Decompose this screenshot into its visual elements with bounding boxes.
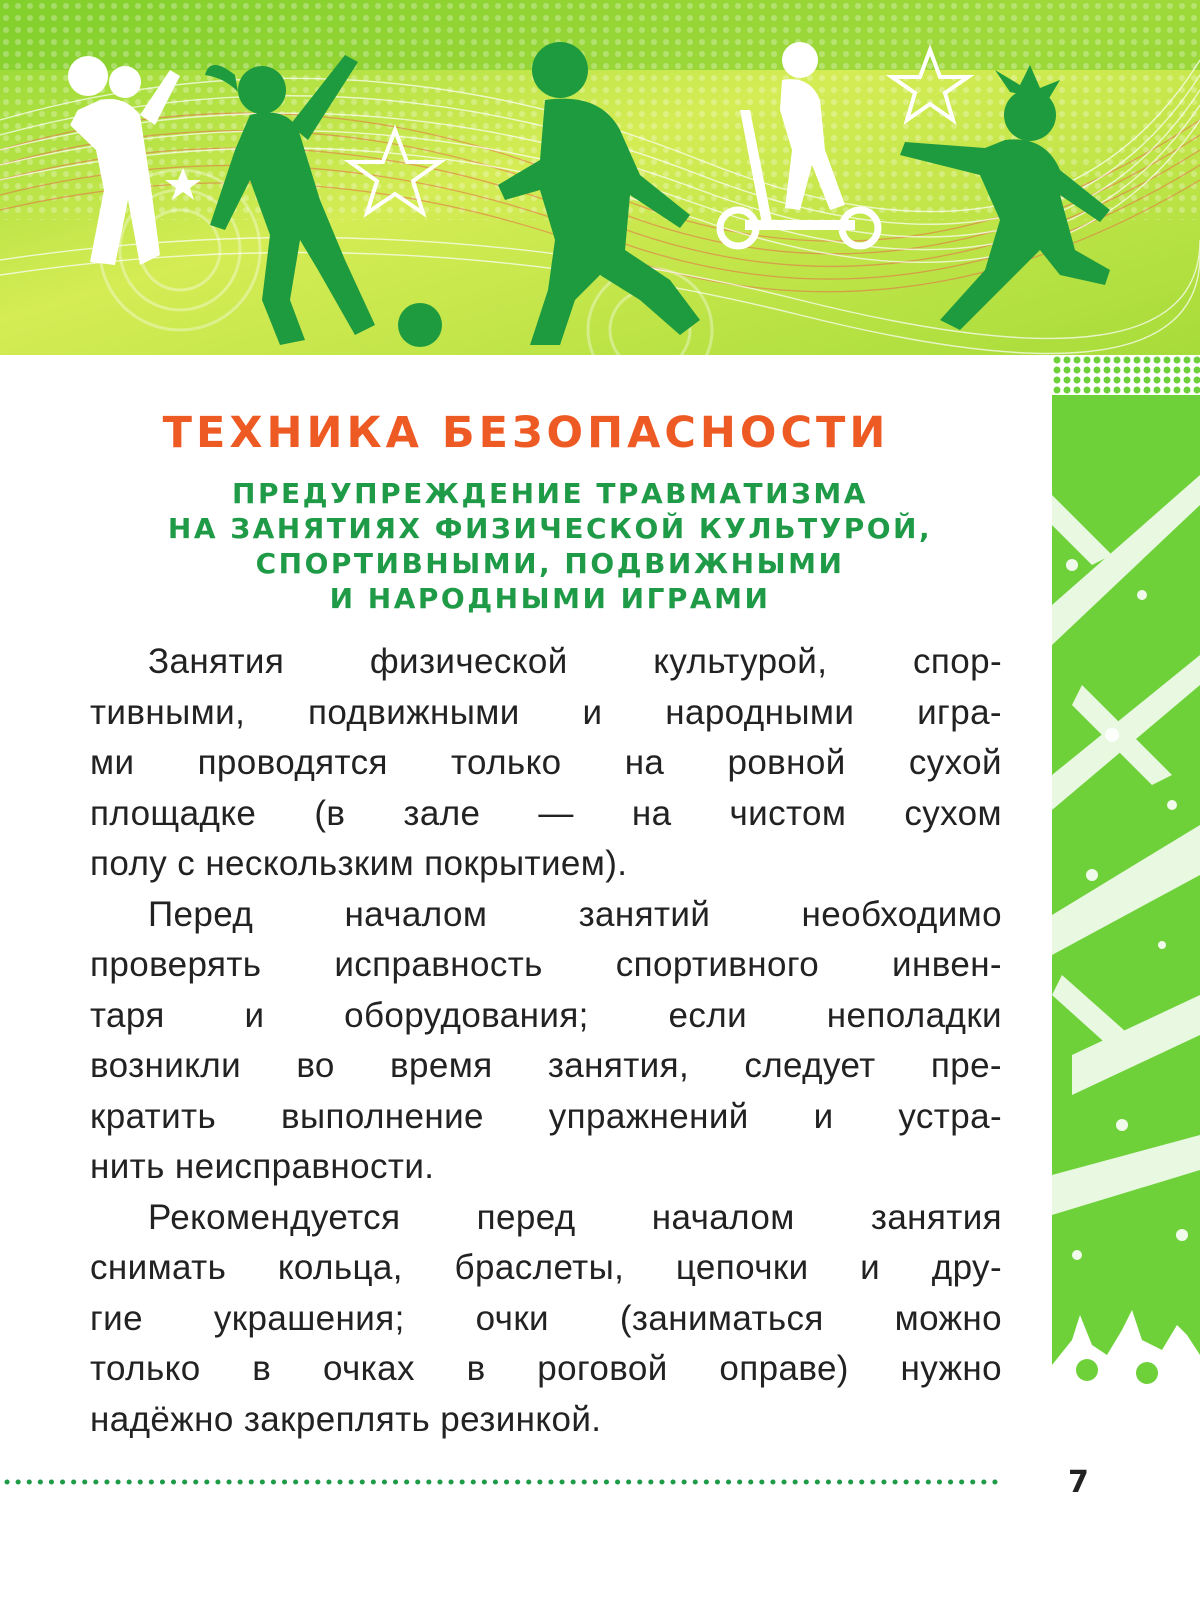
- subtitle-line: ПРЕДУПРЕЖДЕНИЕ ТРАВМАТИЗМА: [232, 477, 868, 510]
- subtitle-line: И НАРОДНЫМИ ИГРАМИ: [329, 582, 771, 615]
- text-line: ми проводятся только на ровной сухой: [90, 743, 1002, 782]
- text-line: таря и оборудования; если неполадки: [90, 995, 1002, 1035]
- text-line: возникли во время занятия, следует пре-: [90, 1046, 1002, 1085]
- sports-banner: [0, 0, 1200, 355]
- text-line: проверять исправность спортивного инвен-: [90, 945, 1002, 984]
- text-line: Занятия физической культурой, спор-: [148, 642, 1002, 681]
- text-line: гие украшения; очки (заниматься можно: [90, 1298, 1002, 1338]
- paragraph: [90, 890, 1002, 1193]
- text-line: площадке (в зале — на чистом сухом: [90, 793, 1002, 833]
- body-text: [90, 637, 1002, 1445]
- paragraph: [90, 1193, 1002, 1446]
- text-line: нить неисправности.: [90, 1147, 435, 1186]
- text-line: кратить выполнение упражнений и устра-: [90, 1096, 1002, 1136]
- subtitle: [0, 476, 1100, 616]
- text-line: тивными, подвижными и народными игра-: [90, 692, 1002, 732]
- text-line: только в очках в роговой оправе) нужно: [90, 1349, 1002, 1388]
- text-line: Рекомендуется перед началом занятия: [148, 1197, 1002, 1237]
- text-line: снимать кольца, браслеты, цепочки и дру-: [90, 1248, 1002, 1287]
- page-title: ТЕХНИКА БЕЗОПАСНОСТИ: [162, 408, 890, 458]
- page-number: 7: [1068, 1465, 1089, 1500]
- subtitle-line: НА ЗАНЯТИЯХ ФИЗИЧЕСКОЙ КУЛЬТУРОЙ,: [167, 512, 933, 545]
- text-line: Перед началом занятий необходимо: [148, 894, 1002, 934]
- paragraph: [90, 637, 1002, 890]
- text-line: надёжно закреплять резинкой.: [90, 1399, 602, 1439]
- dotted-divider: [4, 1478, 1006, 1486]
- football-icon: [398, 303, 442, 347]
- text-line: полу с нескользким покрытием).: [90, 844, 628, 883]
- subtitle-line: СПОРТИВНЫМИ, ПОДВИЖНЫМИ: [255, 547, 845, 580]
